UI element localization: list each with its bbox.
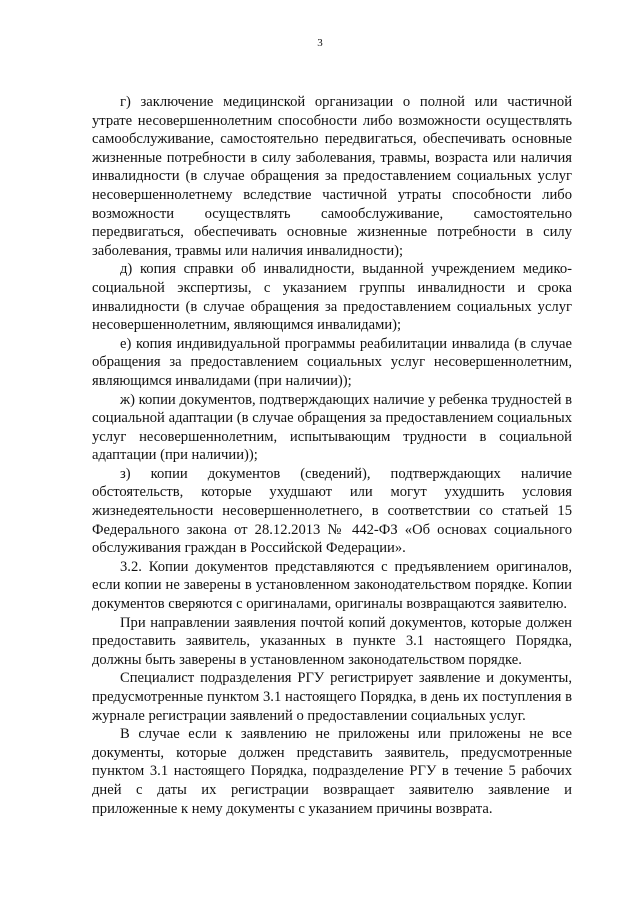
paragraph-item-zh: ж) копии документов, подтверждающих наличие у ребенка трудностей в социальной адаптации (в случае обращения за предоставлением социальных услуг несовершеннолетним, испытывающим трудности в социальной адаптации (при наличии)); — [92, 391, 572, 464]
paragraph-return: В случае если к заявлению не приложены или приложены не все документы, которые должен представить заявитель, предусмотренные пунктом 3.1 настоящего Порядка, подразделение РГУ в течение 5 рабочих дней с даты их регистрации возвращает заявителю заявление и приложенные к нему документы с указанием причины возврата. — [92, 726, 572, 817]
page-number: 3 — [317, 37, 323, 49]
paragraph-item-d: д) копия справки об инвалидности, выданной учреждением медико-социальной экспертизы, с указанием группы инвалидности и срока инвалидности (в случае обращения за предоставлением социальных услуг несовершеннолетним, являющимся инвалидами); — [92, 261, 572, 334]
paragraph-item-z: з) копии документов (сведений), подтверждающих наличие обстоятельств, которые ухудшают или могут ухудшить условия жизнедеятельности несовершеннолетнего, в соответствии со статьей 15 Федерального закона от 28.12.2013 № 442-ФЗ «Об основах социального обслуживания граждан в Российской Федерации». — [92, 465, 572, 557]
paragraph-postal-copies: При направлении заявления почтой копий документов, которые должен предоставить заявитель, указанных в пункте 3.1 настоящего Порядка, должны быть заверены в установленном законодательством порядке. — [92, 614, 572, 668]
paragraph-item-e: е) копия индивидуальной программы реабилитации инвалида (в случае обращения за предоставлением социальных услуг несовершеннолетним, являющимся инвалидами (при наличии)); — [92, 335, 572, 389]
paragraph-clause-3-2: 3.2. Копии документов представляются с предъявлением оригиналов, если копии не заверены в установленном законодательством порядке. Копии документов сверяются с оригиналами, оригиналы возвращаются заявителю. — [92, 558, 572, 613]
paragraph-registration: Специалист подразделения РГУ регистрирует заявление и документы, предусмотренные пунктом 3.1 настоящего Порядка, в день их поступления в журнале регистрации заявлений о предоставлении социальных услуг. — [92, 670, 572, 724]
document-body — [92, 93, 572, 818]
paragraph-item-g: г) заключение медицинской организации о полной или частичной утрате несовершеннолетним способности либо возможности осуществлять самообслуживание, самостоятельно передвигаться, обеспечивать основные жизненные потребности в силу заболевания, травмы, возраста или наличия инвалидности (в случае обращения за предоставлением социальных услуг несовершеннолетнему вследствие частичной утраты способности либо возможности осуществлять самообслуживание, самостоятельно передвигаться, обеспечивать основные жизненные потребности в силу заболевания, травмы или наличия инвалидности); — [92, 94, 572, 259]
